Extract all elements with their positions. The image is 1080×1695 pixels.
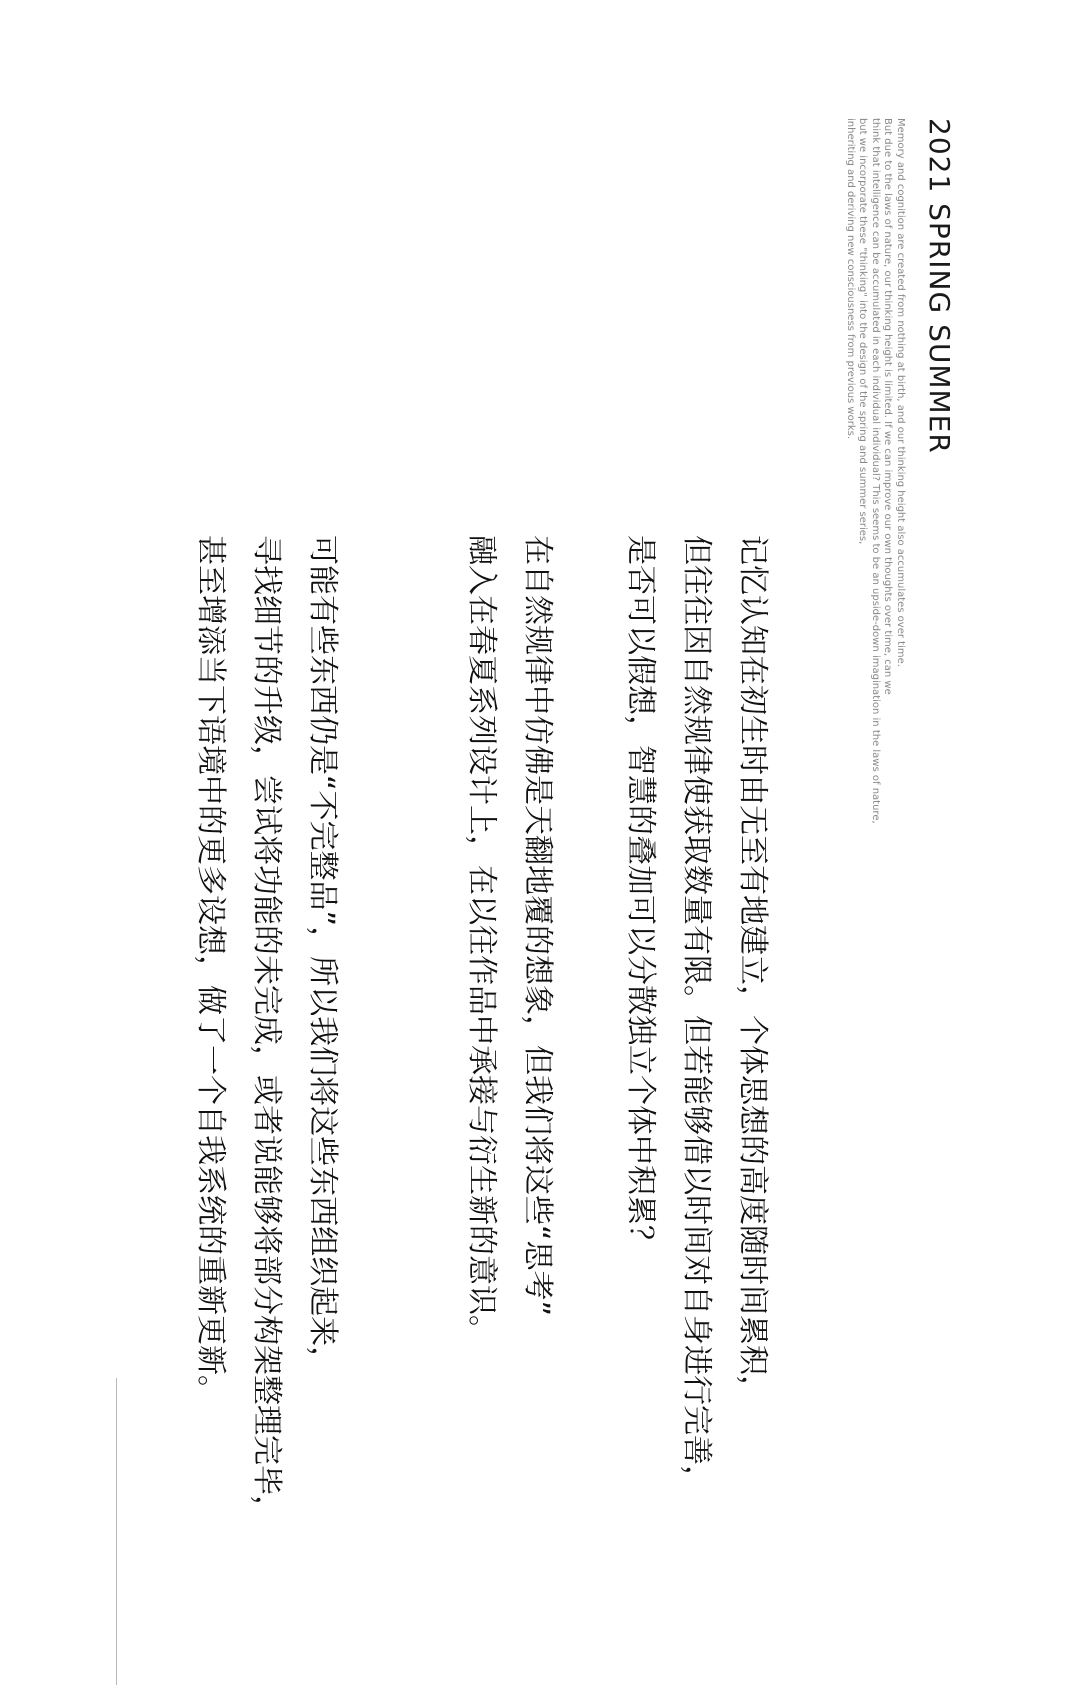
- paragraph-line: 但往往因自然规律使获取数量有限。但若能够借以时间对自身进行完善，: [679, 535, 714, 1495]
- paragraph-line: 可能有些东西仍是“不完整品”，所以我们将这些东西组织起来，: [305, 535, 340, 1377]
- english-line: inheriting and deriving new consciousness from previous works.: [845, 118, 856, 440]
- english-line: think that intelligence can be accumulated in each individual individual? This seems to be an upside-down imagination in the laws of nature,: [870, 118, 881, 824]
- paragraph-3: [182, 535, 350, 1695]
- page-title: 2021 SPRING SUMMER: [923, 118, 956, 454]
- english-line: But due to the laws of nature, our thinking height is limited. If we can improve our own thoughts over time, can we: [882, 118, 894, 695]
- paragraph-line: 寻找细节的升级，尝试将功能的未完成，或者说能够将部分构架整理完毕，: [249, 535, 284, 1525]
- paragraph-line: 融入在春夏系列设计上，在以往作品中承接与衍生新的意识。: [464, 535, 499, 1345]
- divider-line: [116, 1378, 117, 1685]
- english-line: but we incorporate these "thinking" into the design of the spring and summer series,: [857, 118, 869, 545]
- paragraph-line: 记忆认知在初生时由无至有地建立，个体思想的高度随时间累积，: [735, 535, 770, 1405]
- english-line: Memory and cognition are created from nothing at birth, and our thinking height also accumulates over time.: [895, 118, 906, 667]
- paragraph-line: 在自然规律中仿佛是天翻地覆的想象，但我们将这些“思考”: [520, 535, 555, 1317]
- paragraph-line: 甚至增添当下语境中的更多设想，做了一个自我系统的重新更新。: [193, 535, 228, 1405]
- english-intro: [844, 118, 907, 898]
- paragraph-2: [453, 535, 565, 1695]
- paragraph-line: 是否可以假想，智慧的叠加可以分散独立个体中积累？: [623, 535, 658, 1255]
- paragraph-1: [612, 535, 780, 1695]
